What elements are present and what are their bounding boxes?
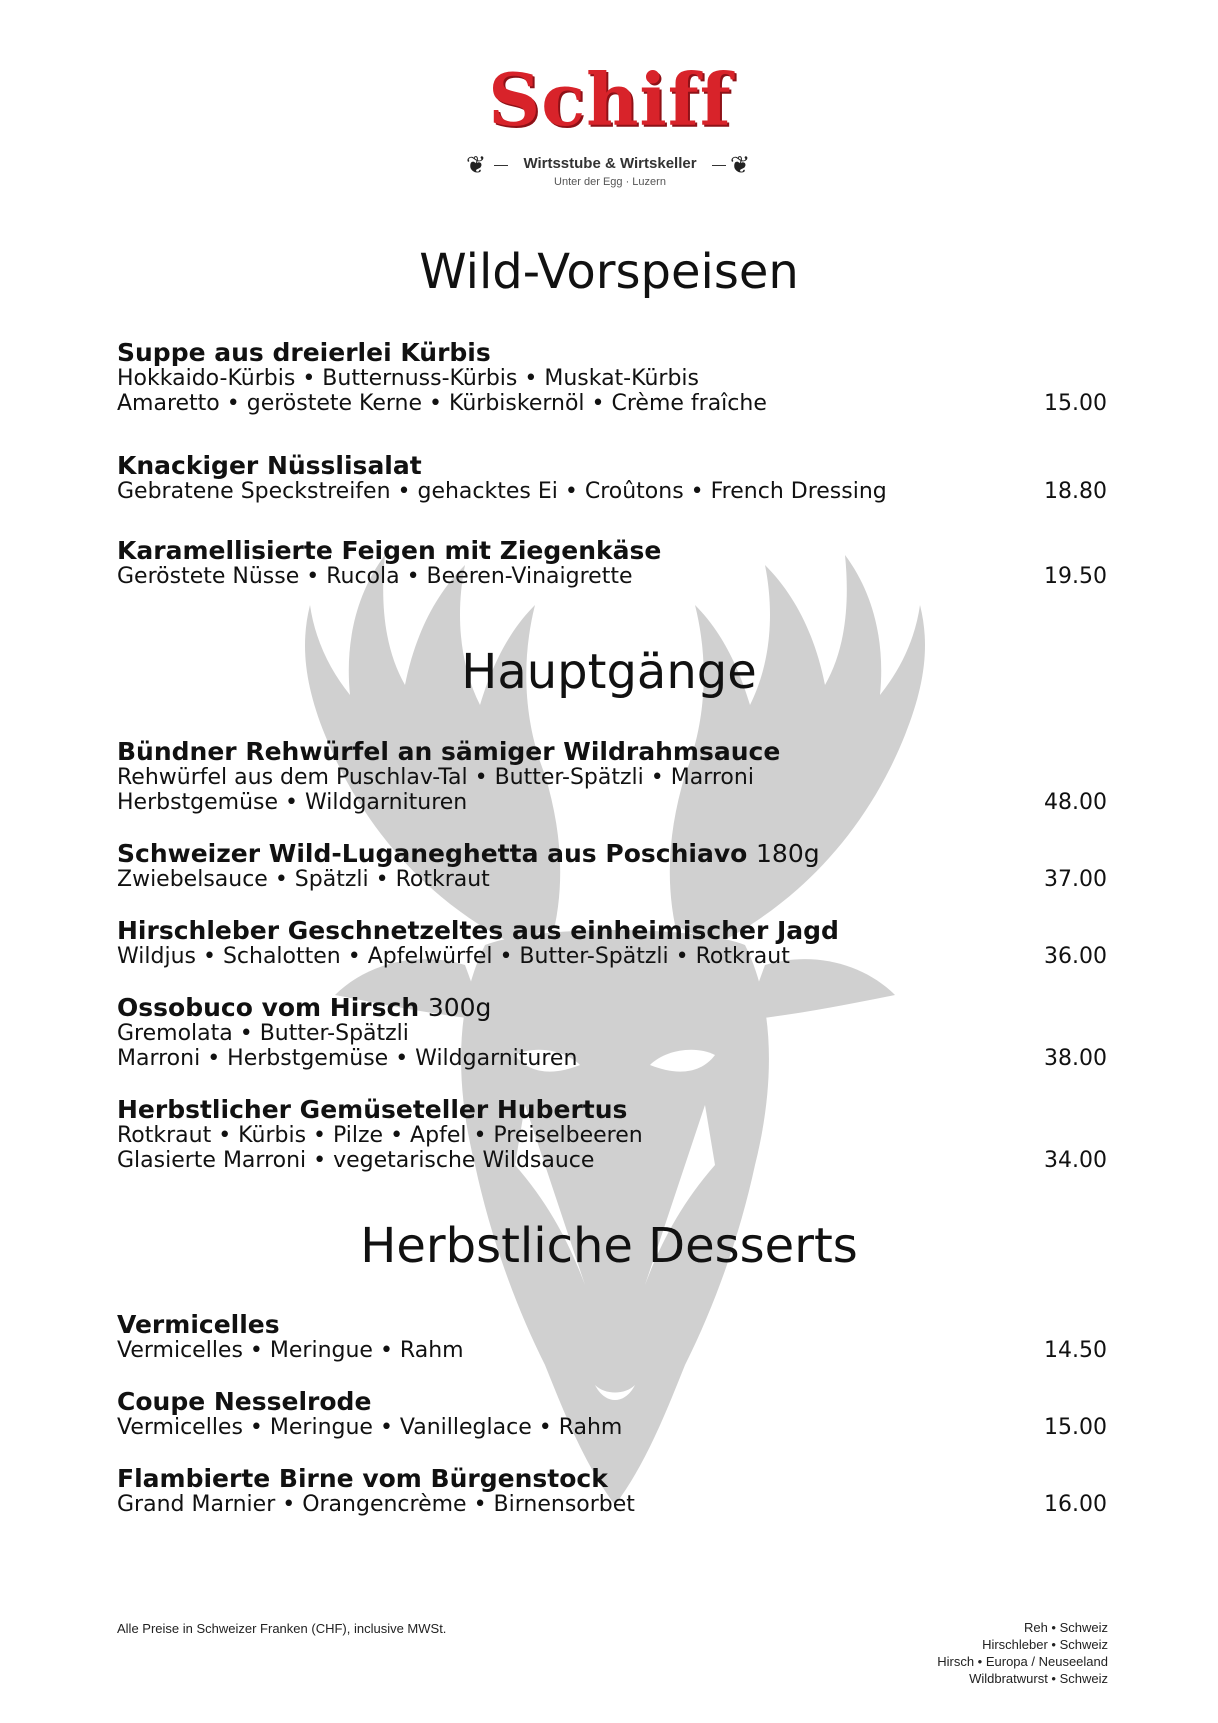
item-weight: 180g: [756, 839, 820, 868]
menu-item: [117, 917, 1107, 969]
flourish-icon: ❦: [730, 151, 751, 179]
section-title-hauptgaenge: Hauptgänge: [461, 644, 757, 700]
item-name: Coupe Nesselrode: [117, 1387, 372, 1416]
logo-divider-right: [712, 165, 726, 166]
origin-line: Reh • Schweiz: [1023, 1620, 1108, 1635]
item-price: 19.50: [1044, 564, 1107, 589]
item-description: Geröstete Nüsse • Rucola • Beeren-Vinaigrette: [117, 564, 633, 589]
menu-item: [117, 1465, 1107, 1517]
item-name: Ossobuco vom Hirsch: [117, 993, 420, 1022]
item-description: Vermicelles • Meringue • Vanilleglace • Rahm: [117, 1415, 623, 1440]
item-description: Marroni • Herbstgemüse • Wildgarnituren: [117, 1046, 578, 1071]
item-description: Wildjus • Schalotten • Apfelwürfel • Butter-Spätzli • Rotkraut: [117, 944, 790, 969]
menu-item: [117, 1311, 1107, 1363]
footer-origins: [937, 1619, 1108, 1687]
item-price: 15.00: [1044, 1415, 1107, 1440]
origin-line: Hirschleber • Schweiz: [982, 1637, 1108, 1652]
menu-item: [117, 1096, 1107, 1173]
footer-price-note: Alle Preise in Schweizer Franken (CHF), inclusive MWSt.: [117, 1621, 447, 1636]
menu-item: [117, 994, 1107, 1071]
item-name: Flambierte Birne vom Bürgenstock: [117, 1464, 608, 1493]
item-description: Zwiebelsauce • Spätzli • Rotkraut: [117, 867, 490, 892]
menu-item: [117, 1388, 1107, 1440]
item-name: Hirschleber Geschnetzeltes aus einheimischer Jagd: [117, 916, 839, 945]
item-price: 38.00: [1044, 1046, 1107, 1071]
item-description: Hokkaido-Kürbis • Butternuss-Kürbis • Muskat-Kürbis: [117, 366, 699, 391]
logo-subtitle: Wirtsstube & Wirtskeller: [523, 155, 697, 172]
item-name: Suppe aus dreierlei Kürbis: [117, 338, 491, 367]
flourish-icon: ❦: [466, 151, 487, 179]
item-price: 37.00: [1044, 867, 1107, 892]
item-price: 18.80: [1044, 479, 1107, 504]
menu-item: [117, 452, 1107, 504]
logo: [460, 57, 760, 195]
logo-name: Schiff: [488, 57, 732, 142]
menu-item: [117, 537, 1107, 589]
item-description: Grand Marnier • Orangencrème • Birnensorbet: [117, 1492, 635, 1517]
item-description: Gremolata • Butter-Spätzli: [117, 1021, 409, 1046]
menu-item: [117, 339, 1107, 416]
item-price: 36.00: [1044, 944, 1107, 969]
item-description: Gebratene Speckstreifen • gehacktes Ei • Croûtons • French Dressing: [117, 479, 887, 504]
section-title-vorspeisen: Wild-Vorspeisen: [419, 244, 799, 300]
item-weight: 300g: [427, 993, 492, 1022]
item-price: 14.50: [1044, 1338, 1107, 1363]
item-description: Herbstgemüse • Wildgarnituren: [117, 790, 468, 815]
menu-item: [117, 840, 1107, 892]
item-name: Karamellisierte Feigen mit Ziegenkäse: [117, 536, 662, 565]
origin-line: Hirsch • Europa / Neuseeland: [937, 1654, 1108, 1669]
item-description: Glasierte Marroni • vegetarische Wildsauce: [117, 1148, 595, 1173]
item-price: 48.00: [1044, 790, 1107, 815]
item-description: Rehwürfel aus dem Puschlav-Tal • Butter-Spätzli • Marroni: [117, 765, 754, 790]
item-name: Knackiger Nüsslisalat: [117, 451, 422, 480]
origin-line: Wildbratwurst • Schweiz: [969, 1671, 1108, 1686]
item-price: 34.00: [1044, 1148, 1107, 1173]
menu-item: [117, 738, 1107, 815]
item-price: 15.00: [1044, 391, 1107, 416]
item-price: 16.00: [1044, 1492, 1107, 1517]
item-description: Amaretto • geröstete Kerne • Kürbiskernöl • Crème fraîche: [117, 391, 767, 416]
logo-location: Unter der Egg · Luzern: [554, 176, 666, 188]
item-name: Schweizer Wild-Luganeghetta aus Poschiavo: [117, 839, 748, 868]
section-title-desserts: Herbstliche Desserts: [360, 1218, 858, 1274]
item-name: Bündner Rehwürfel an sämiger Wildrahmsauce: [117, 737, 781, 766]
item-name: Herbstlicher Gemüseteller Hubertus: [117, 1095, 628, 1124]
item-description: Vermicelles • Meringue • Rahm: [117, 1338, 464, 1363]
item-name: Vermicelles: [117, 1310, 280, 1339]
item-description: Rotkraut • Kürbis • Pilze • Apfel • Preiselbeeren: [117, 1123, 643, 1148]
